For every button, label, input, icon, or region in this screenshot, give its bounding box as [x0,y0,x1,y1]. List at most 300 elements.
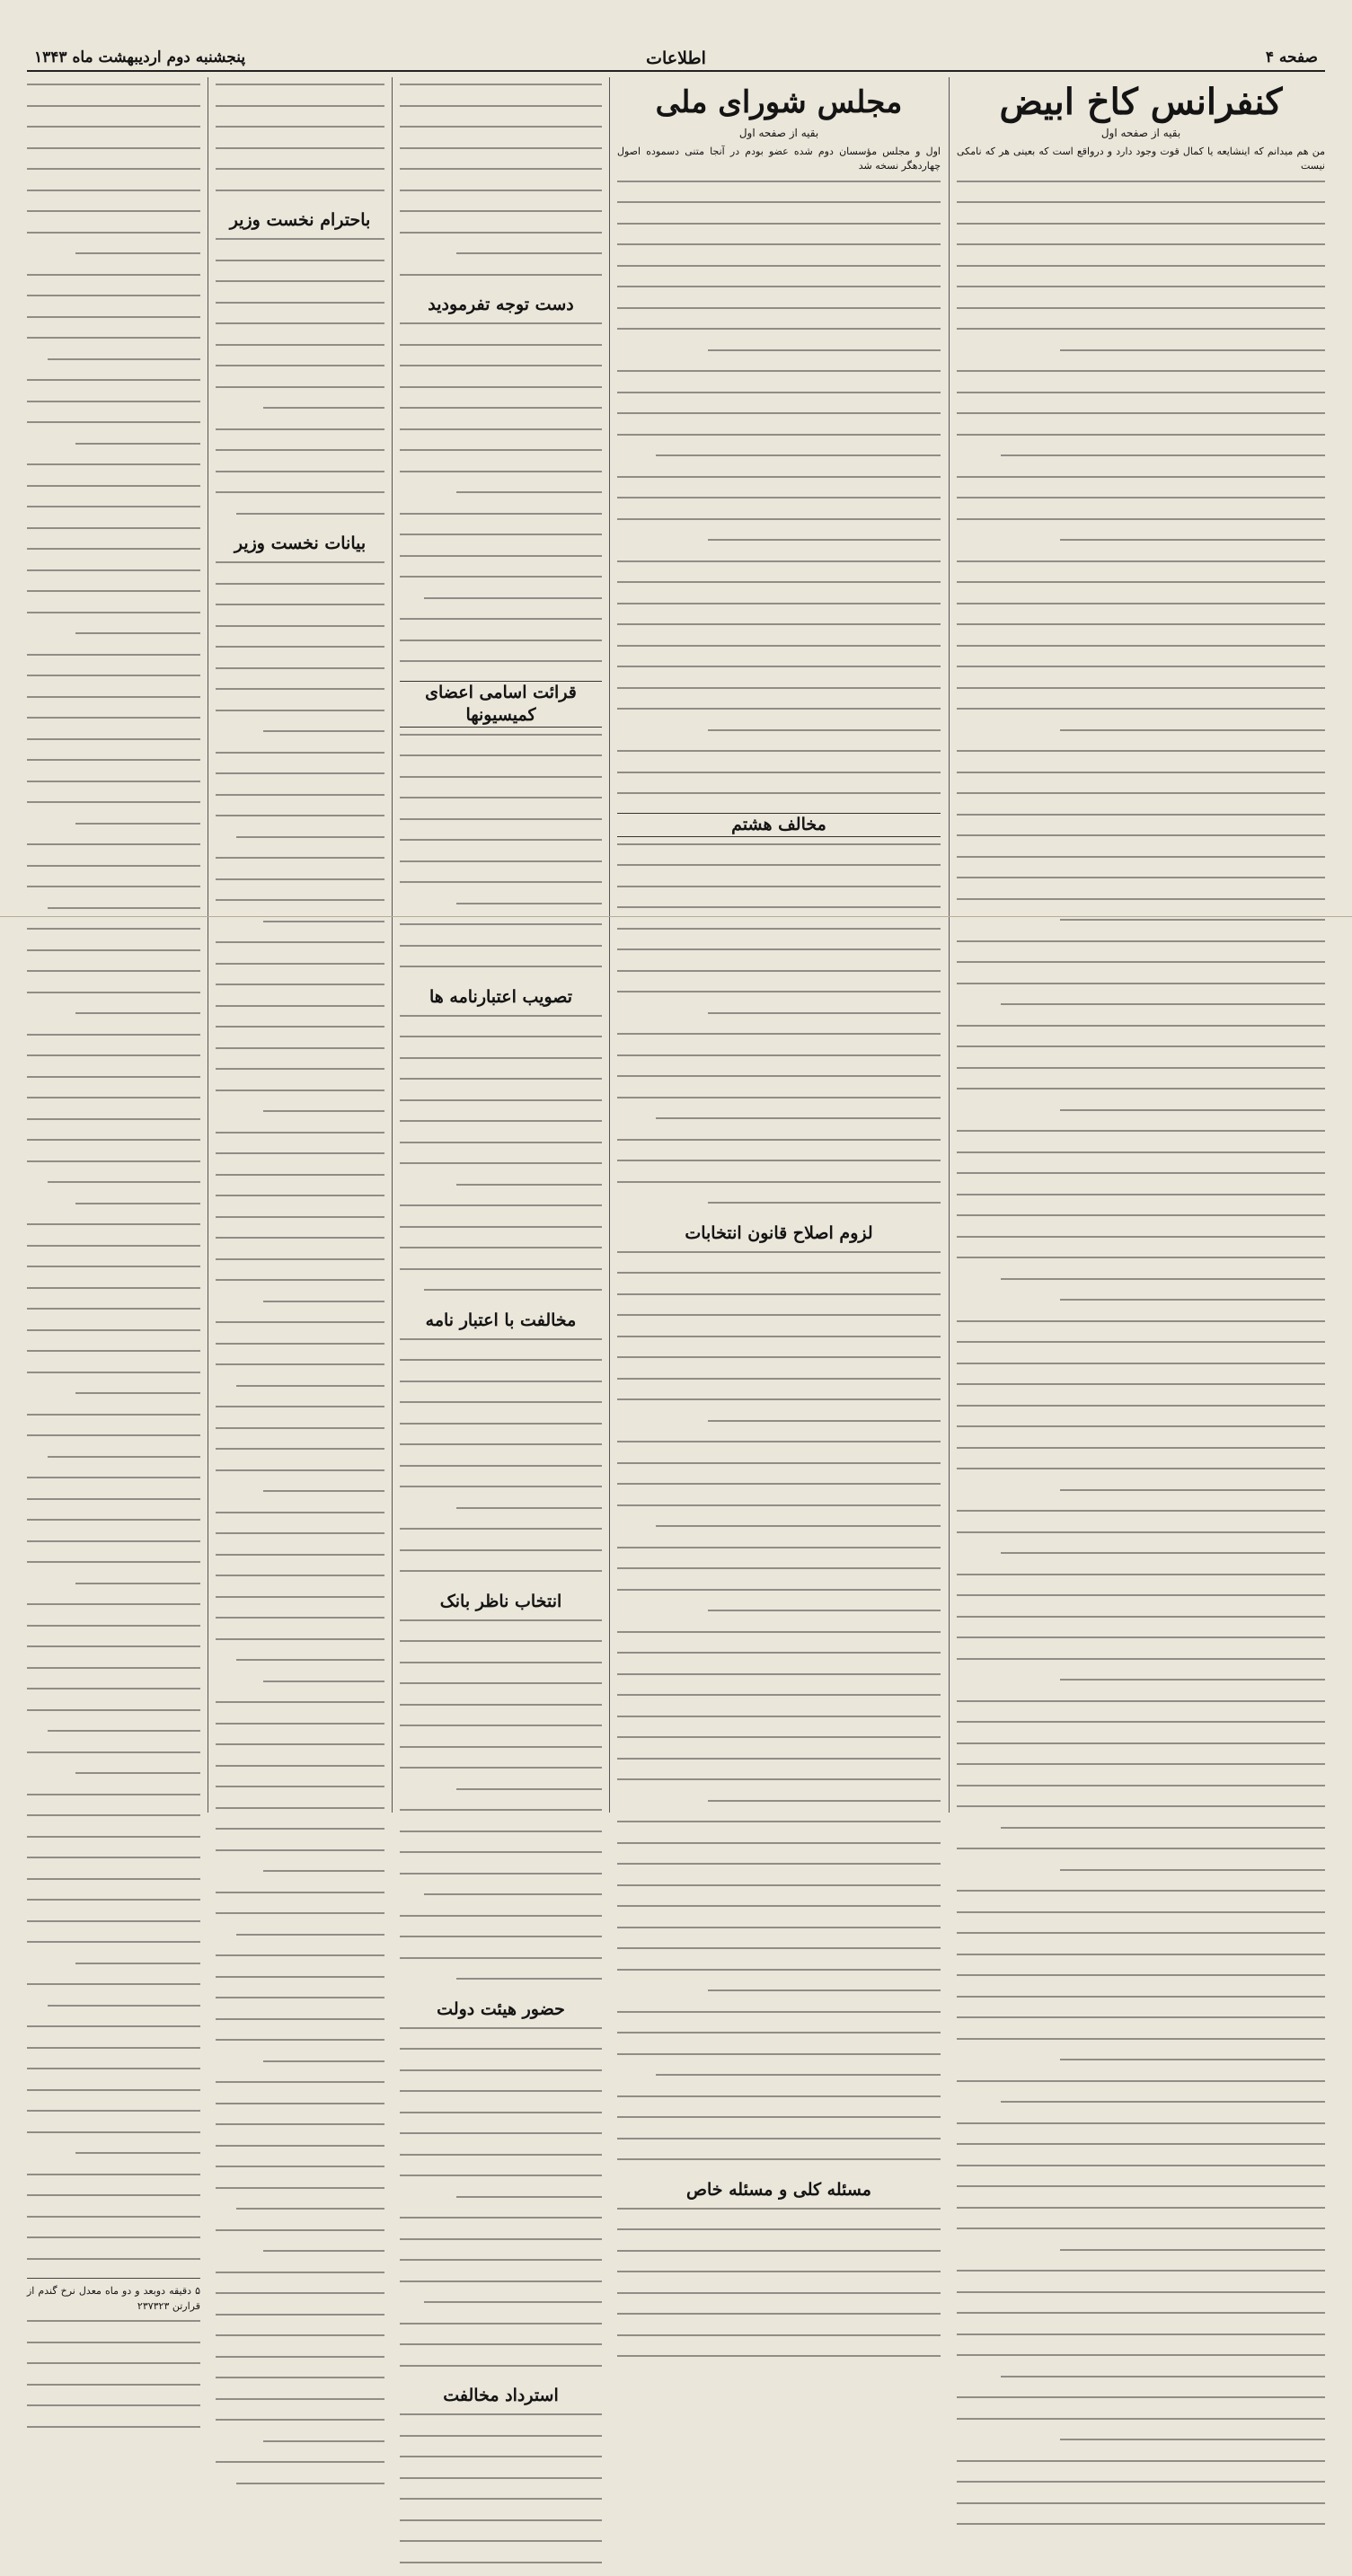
col4-body-1 [216,84,384,204]
text-line [27,506,200,521]
text-line [27,252,200,268]
text-line [957,434,1325,449]
text-line [27,1434,200,1450]
text-line [27,1794,200,1809]
text-line [27,1456,200,1471]
text-line [400,1142,602,1157]
col5-body-1 [27,84,200,2272]
text-line [400,1873,602,1888]
text-line [216,2039,384,2054]
text-line [27,970,200,985]
text-line [957,518,1325,534]
text-line [400,2477,602,2492]
text-line [617,1378,941,1393]
text-line [957,2228,1325,2243]
text-line [617,1905,941,1920]
text-line [957,856,1325,871]
col3-body-4 [400,1015,602,1304]
text-line [957,2460,1325,2475]
text-line [27,1350,200,1365]
text-line [216,1090,384,1105]
text-line [216,772,384,788]
text-line [957,1489,1325,1504]
text-line [400,1936,602,1951]
majlis-lead: اول و مجلس مؤسسان دوم شده عضو بودم در آنجا متنی دسموده اصول چهاردهگر نسخه شد [617,145,941,174]
text-line [216,667,384,683]
section-heading: انتخاب ناظر بانک [400,1591,602,1613]
text-line [957,2270,1325,2285]
text-line [216,1976,384,1991]
text-line [216,1279,384,1294]
text-line [617,265,941,280]
text-line [216,1385,384,1400]
text-line [400,818,602,834]
text-line [957,1363,1325,1378]
text-line [617,2271,941,2286]
text-line [216,1954,384,1970]
text-line [617,970,941,985]
text-line [617,2250,941,2265]
text-line [216,2123,384,2139]
text-line [957,919,1325,934]
text-line [27,316,200,331]
text-line [400,1809,602,1824]
text-line [617,2095,941,2111]
text-line [617,1314,941,1329]
text-line [957,1447,1325,1462]
text-line [216,1786,384,1801]
text-line [400,1247,602,1262]
text-line [27,2384,200,2399]
text-line [957,750,1325,765]
text-line [617,243,941,259]
text-line [617,2292,941,2307]
text-line [400,1957,602,1972]
section-heading: تصویب اعتبارنامه ها [400,986,602,1009]
section-heading: بیانات نخست وزیر [216,533,384,555]
text-line [216,1068,384,1083]
text-line [957,1574,1325,1589]
text-line [957,392,1325,407]
text-line [617,1251,941,1266]
text-line [400,471,602,486]
text-line [957,792,1325,807]
text-line [957,243,1325,259]
text-line [957,2376,1325,2391]
text-line [27,675,200,690]
text-line [27,337,200,352]
text-line [216,1765,384,1780]
newspaper-name: اطلاعات [27,49,1325,68]
text-line [27,2047,200,2062]
text-line [617,1097,941,1112]
majlis-body-2 [617,843,941,1217]
text-line [216,280,384,296]
text-line [216,730,384,745]
column-1 [957,77,1325,1813]
text-line [957,1299,1325,1314]
text-line [216,428,384,444]
text-line [957,1383,1325,1398]
text-line [400,1725,602,1740]
text-line [957,2354,1325,2369]
text-line [400,881,602,896]
text-line [216,2356,384,2371]
text-line [957,2038,1325,2053]
section-heading: لزوم اصلاح قانون انتخابات [617,1222,941,1245]
text-line [27,401,200,416]
text-line [27,569,200,585]
text-line [400,2132,602,2148]
section-heading: مخالفت با اعتبار نامه [400,1310,602,1332]
text-line [216,168,384,183]
text-line [27,1688,200,1703]
section-heading: حضور هیئت دولت [400,1998,602,2021]
text-line [617,1863,941,1878]
column-2 [617,77,941,1813]
text-line [957,181,1325,196]
text-line [27,1223,200,1239]
text-line [617,1336,941,1351]
text-line [617,1075,941,1090]
text-line [27,1414,200,1429]
text-line [216,2398,384,2413]
text-line [400,84,602,99]
text-line [216,1343,384,1358]
col3-body-8 [400,2413,602,2576]
text-line [27,168,200,183]
text-line [400,797,602,812]
text-line [957,2207,1325,2222]
text-line [27,2236,200,2252]
text-line [617,412,941,428]
section-heading: استرداد مخالفت [400,2385,602,2407]
text-line [27,738,200,754]
text-line [957,2291,1325,2307]
text-line [27,1836,200,1851]
text-line [400,1226,602,1241]
text-line [400,1057,602,1072]
text-line [27,1329,200,1345]
text-line [400,776,602,791]
text-line [216,513,384,528]
text-line [216,2208,384,2223]
text-line [617,886,941,901]
text-line [617,2011,941,2026]
text-line [617,286,941,301]
text-line [957,1067,1325,1082]
text-line [400,1640,602,1655]
text-line [400,513,602,528]
white-house-body [957,181,1325,2538]
text-line [957,476,1325,491]
text-line [957,1974,1325,1989]
text-line [617,349,941,365]
text-line [27,1963,200,1978]
text-line [216,471,384,486]
text-line [400,1486,602,1501]
text-line [957,1700,1325,1716]
text-line [27,1498,200,1513]
text-line [216,407,384,422]
text-line [27,2174,200,2189]
text-line [957,940,1325,956]
text-line [216,1532,384,1548]
text-line [216,1301,384,1316]
text-line [216,963,384,978]
text-line [400,945,602,960]
col3-body-3 [400,734,602,981]
text-line [400,126,602,141]
text-line [957,201,1325,216]
text-line [216,2250,384,2265]
text-line [400,2259,602,2274]
text-line [617,328,941,343]
masthead [27,47,1325,72]
column-4 [216,77,384,1813]
text-line [400,534,602,549]
text-line [27,1034,200,1049]
text-line [957,328,1325,343]
text-line [957,877,1325,892]
column-rule [609,77,610,1813]
white-house-continued: بقیه از صفحه اول [957,126,1325,141]
text-line [400,2498,602,2513]
text-line [957,708,1325,723]
column-5 [27,77,200,1813]
text-line [216,322,384,338]
column-3 [400,77,602,1813]
text-line [957,1594,1325,1610]
text-line [216,2018,384,2033]
text-line [400,660,602,675]
col3-body-6 [400,1619,602,1993]
text-line [27,443,200,458]
text-line [216,2187,384,2202]
text-line [957,1763,1325,1778]
text-line [216,1195,384,1210]
text-line [216,1554,384,1569]
page-fold [0,916,1352,917]
text-line [216,1849,384,1865]
text-line [617,2074,941,2089]
text-line [216,878,384,894]
text-line [957,1088,1325,1103]
text-line [216,2166,384,2181]
text-line [617,1012,941,1028]
text-line [617,1054,941,1070]
text-line [216,984,384,999]
text-line [400,1015,602,1030]
text-line [957,1278,1325,1293]
text-line [957,2523,1325,2538]
text-line [400,1204,602,1220]
text-line [400,2519,602,2535]
text-line [617,1483,941,1498]
text-line [400,2435,602,2450]
text-line [957,2080,1325,2095]
text-line [27,2025,200,2041]
text-line [216,1743,384,1759]
text-line [617,518,941,534]
text-line [957,412,1325,428]
text-line [27,1667,200,1682]
text-line [617,708,941,723]
text-line [957,1848,1325,1863]
text-line [27,1181,200,1196]
text-line [216,1005,384,1020]
text-line [400,344,602,359]
text-line [216,365,384,380]
text-line [617,2355,941,2370]
text-line [27,1941,200,1956]
text-line [27,1160,200,1176]
text-line [617,928,941,943]
text-line [216,1427,384,1442]
text-line [216,1997,384,2012]
text-line [957,560,1325,576]
text-line [400,734,602,749]
text-line [216,1258,384,1274]
text-line [957,2249,1325,2264]
text-line [957,1805,1325,1821]
text-line [617,581,941,596]
section-heading: مسئله کلی و مسئله خاص [617,2179,941,2201]
text-line [27,843,200,859]
text-line [216,1321,384,1337]
section-heading: مخالف هشتم [617,813,941,837]
text-line [400,2540,602,2555]
text-line [216,105,384,120]
text-line [400,576,602,591]
text-line [957,1911,1325,1927]
text-line [617,2334,941,2350]
text-line [617,1694,941,1709]
text-line [617,370,941,385]
text-line [27,1625,200,1640]
text-line [957,1679,1325,1694]
text-line [617,1504,941,1520]
text-line [27,1561,200,1576]
text-line [216,2272,384,2287]
text-line [957,349,1325,365]
text-line [957,307,1325,322]
text-line [216,2292,384,2307]
text-line [617,1420,941,1435]
text-line [617,843,941,859]
text-line [617,560,941,576]
text-line [617,1272,941,1287]
text-line [27,1308,200,1323]
text-line [957,1996,1325,2011]
text-line [27,1076,200,1091]
text-line [617,991,941,1006]
section-heading: دست توجه تفرمودید [400,294,602,316]
text-line [957,1616,1325,1631]
text-line [617,2138,941,2153]
text-line [957,603,1325,618]
majlis-body-1 [617,181,941,807]
text-line [27,2110,200,2125]
text-line [216,1596,384,1611]
text-line [400,1120,602,1135]
text-line [400,1507,602,1522]
text-line [27,823,200,838]
text-line [957,1425,1325,1441]
text-line [400,1831,602,1846]
text-line [400,2365,602,2380]
text-line [27,527,200,543]
text-line [617,1736,941,1751]
text-line [27,1012,200,1028]
text-line [400,754,602,770]
text-line [27,2362,200,2378]
text-line [400,1704,602,1719]
text-line [400,105,602,120]
text-line [216,2440,384,2456]
text-line [400,1978,602,1993]
text-line [27,190,200,205]
section-heading: قرائت اسامی اعضای کمیسیونها [400,681,602,728]
text-line [27,696,200,711]
text-line [400,147,602,163]
text-line [216,1638,384,1654]
text-line [216,1912,384,1928]
text-line [957,898,1325,913]
text-line [400,1401,602,1416]
text-line [617,1441,941,1456]
text-line [957,2059,1325,2074]
page-number: صفحه ۴ [1266,49,1318,66]
text-line [957,1636,1325,1652]
text-line [617,1969,941,1984]
text-line [400,2280,602,2296]
text-line [957,983,1325,998]
text-line [617,1181,941,1196]
text-line [27,1287,200,1302]
text-line [617,1462,941,1478]
col5-body-2 [27,2320,200,2440]
text-line [957,454,1325,470]
text-line [957,2165,1325,2180]
text-line [957,2333,1325,2349]
text-line [617,1567,941,1583]
text-line [216,2314,384,2329]
text-line [617,223,941,238]
text-line [617,1547,941,1562]
text-line [27,147,200,163]
text-line [957,539,1325,554]
majlis-body-4 [617,2208,941,2370]
text-line [216,190,384,205]
text-line [400,2562,602,2576]
text-line [27,2131,200,2147]
text-line [957,2439,1325,2454]
text-line [957,1003,1325,1019]
text-line [400,1570,602,1585]
text-line [216,1575,384,1590]
text-line [27,2404,200,2420]
text-line [27,1519,200,1534]
text-line [957,2502,1325,2518]
col4-body-3 [216,561,384,2497]
text-line [216,1237,384,1252]
text-line [27,1730,200,1745]
text-line [27,717,200,732]
text-line [400,2413,602,2429]
text-line [957,1468,1325,1483]
text-line [617,2116,941,2131]
